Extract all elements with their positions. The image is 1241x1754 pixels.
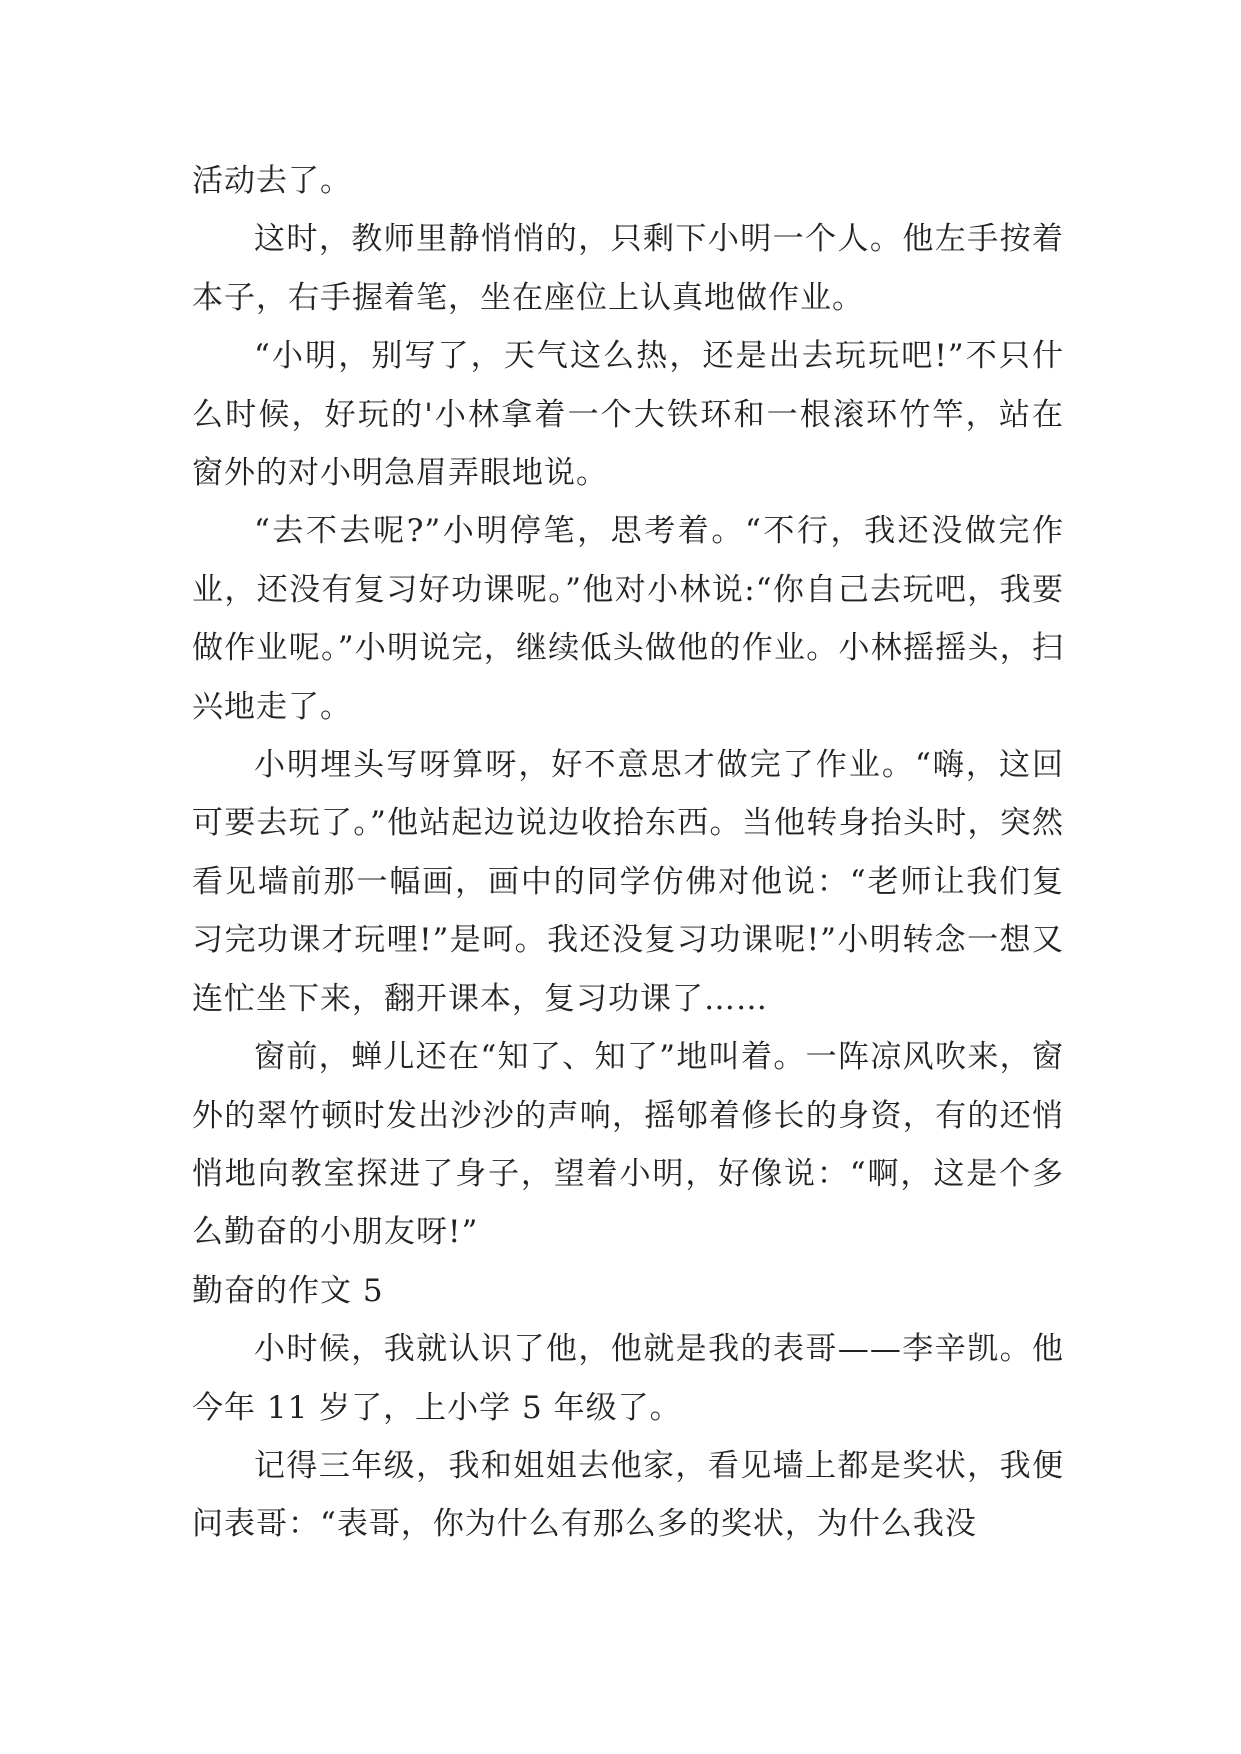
paragraph: “小明，别写了，天气这么热，还是出去玩玩吧!”不只什么时候，好玩的'小林拿着一个大铁环和一根滚环竹竿，站在窗外的对小明急眉弄眼地说。	[192, 338, 1064, 492]
paragraph: 记得三年级，我和姐姐去他家，看见墙上都是奖状，我便问表哥：“表哥，你为什么有那么多的奖状，为什么我没	[192, 1447, 1064, 1543]
paragraph: 窗前，蝉儿还在“知了、知了”地叫着。一阵凉风吹来，窗外的翠竹顿时发出沙沙的声响，摇郇着修长的身资，有的还悄悄地向教室探进了身子，望着小明，好像说：“啊，这是个多么勤奋的小朋友呀!”	[192, 1039, 1064, 1251]
paragraph: “去不去呢?”小明停笔，思考着。“不行，我还没做完作业，还没有复习好功课呢。”他对小林说:“你自己去玩吧，我要做作业呢。”小明说完，继续低头做他的作业。小林摇摇头，扫兴地走了。	[192, 513, 1064, 725]
paragraph: 小明埋头写呀算呀，好不意思才做完了作业。“嗨，这回可要去玩了。”他站起边说边收拾东西。当他转身抬头时，突然看见墙前那一幅画，画中的同学仿佛对他说：“老师让我们复习完功课才玩哩!”是呵。我还没复习功课呢!”小明转念一想又连忙坐下来，翻开课本，复习功课了……	[192, 747, 1064, 1017]
paragraph-continuation: 活动去了。	[192, 163, 352, 199]
document-body	[192, 152, 1064, 1554]
section-heading: 勤奋的作文 5	[192, 1272, 384, 1309]
paragraph: 这时，教师里静悄悄的，只剩下小明一个人。他左手按着本子，右手握着笔，坐在座位上认真地做作业。	[192, 221, 1064, 316]
paragraph: 小时候，我就认识了他，他就是我的表哥——李辛凯。他今年 11 岁了，上小学 5 年级了。	[192, 1331, 1064, 1426]
